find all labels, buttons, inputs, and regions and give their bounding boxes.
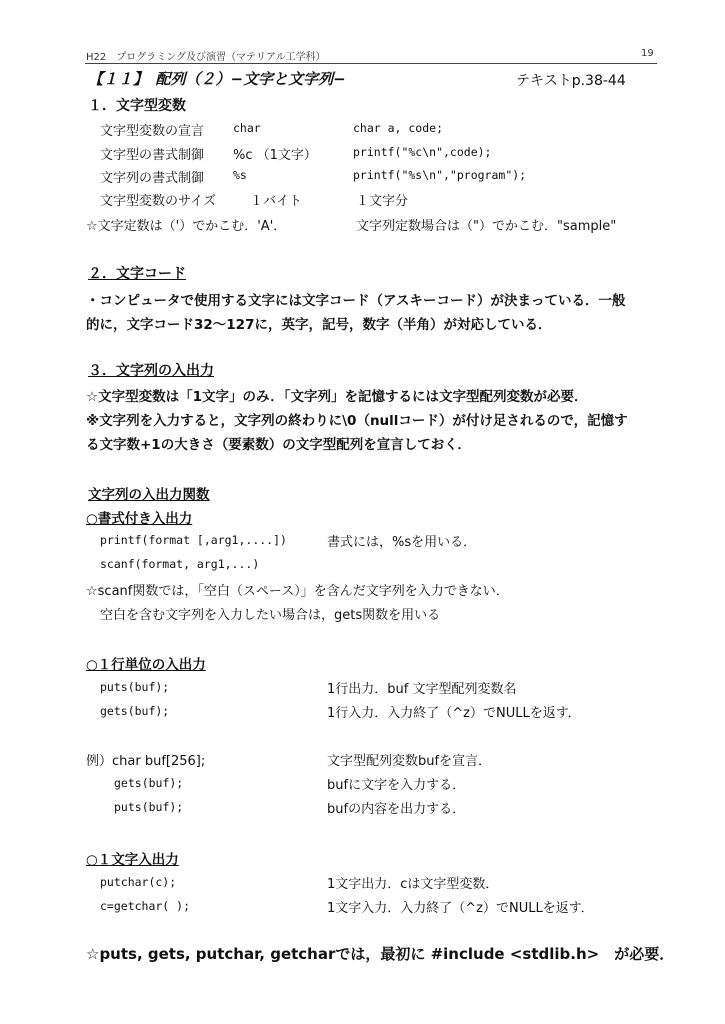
s1-row2-label: 文字型の書式制御 — [100, 148, 205, 163]
s1-note-string-constant: 文字列定数場合は（"）でかこむ．"sample" — [356, 219, 617, 234]
io-puts-note: 1行出力．buf 文字型配列変数名 — [327, 682, 517, 697]
io-puts: puts(buf); — [100, 680, 170, 694]
s1-row4-col2: １バイト — [250, 194, 303, 209]
io-scanf: scanf(format, arg1,...) — [100, 557, 260, 571]
s1-row4-label: 文字型変数のサイズ — [100, 194, 216, 209]
s1-row1-col2: char — [233, 121, 261, 135]
s2-line2: 的に，文字コード32〜127に，英字，記号，数字（半角）が対応している． — [86, 317, 552, 333]
textbook-ref: テキストp.38-44 — [516, 73, 626, 89]
example-note1: 文字型配列変数bufを宣言． — [327, 754, 492, 769]
s1-row1-label: 文字型変数の宣言 — [100, 124, 205, 139]
s1-note-char-constant: ☆文字定数は（'）でかこむ．'A'． — [86, 219, 287, 234]
s1-row3-label: 文字列の書式制御 — [100, 171, 205, 186]
io-gets-note: 1行入力．入力終了（^z）でNULLを返す． — [327, 706, 581, 721]
io-scanf-note1: ☆scanf関数では，「空白（スペース）」を含んだ文字列を入力できない． — [86, 584, 509, 599]
io-printf-note: 書式には，%sを用いる． — [327, 535, 477, 550]
chapter-title: 【１１】 配列（２）−文字と文字列− — [88, 70, 346, 88]
s1-row3-col2: %s — [233, 168, 247, 182]
s1-row3-col3: printf("%s\n","program"); — [353, 168, 527, 182]
io-line-heading: ○１行単位の入出力 — [86, 657, 206, 673]
section-2-heading: ２．文字コード — [88, 266, 186, 282]
s1-row2-col3: printf("%c\n",code); — [353, 145, 492, 159]
header-rule — [85, 63, 657, 64]
example-note3: bufの内容を出力する． — [327, 802, 466, 817]
page-number: 19 — [641, 48, 654, 59]
s3-line1: ☆文字型変数は「1文字」のみ．「文字列」を記憶するには文字型配列変数が必要． — [86, 389, 588, 405]
io-getchar-note: 1文字入力．入力終了（^z）でNULLを返す． — [327, 901, 594, 916]
section-3-heading: ３．文字列の入出力 — [88, 363, 214, 379]
io-format-heading: ○書式付き入出力 — [86, 511, 193, 527]
io-char-heading: ○１文字入出力 — [86, 852, 179, 868]
io-putchar-note: 1文字出力．cは文字型変数． — [327, 877, 499, 892]
io-putchar: putchar(c); — [100, 875, 177, 889]
io-gets: gets(buf); — [100, 704, 170, 718]
header-course: H22 プログラミング及び演習（マテリアル工学科） — [86, 52, 326, 63]
io-heading: 文字列の入出力関数 — [88, 487, 210, 503]
s1-row4-col3: １文字分 — [356, 194, 409, 209]
s3-line3: る文字数+1の大きさ（要素数）の文字型配列を宣言しておく． — [86, 437, 471, 453]
footer-note: ☆puts, gets, putchar, getcharでは，最初に #include <stdlib.h> が必要． — [86, 945, 675, 963]
example-declaration: 例）char buf[256]; — [86, 754, 206, 769]
io-getchar: c=getchar( ); — [100, 899, 191, 913]
io-printf: printf(format [,arg1,....]) — [100, 533, 287, 547]
s1-row2-col2: %c （1文字） — [233, 148, 317, 163]
s1-row1-col3: char a, code; — [353, 121, 444, 135]
s2-line1: ・コンピュータで使用する文字には文字コード（アスキーコード）が決まっている．一般 — [86, 293, 626, 309]
s3-line2: ※文字列を入力すると，文字列の終わりに\0（nullコード）が付け足されるので，記憶す — [86, 413, 628, 429]
example-gets: gets(buf); — [114, 776, 184, 790]
example-puts: puts(buf); — [114, 800, 184, 814]
io-scanf-note2: 空白を含む文字列を入力したい場合は，gets関数を用いる — [100, 608, 441, 623]
section-1-heading: １．文字型変数 — [88, 98, 186, 114]
example-note2: bufに文字を入力する． — [327, 778, 466, 793]
